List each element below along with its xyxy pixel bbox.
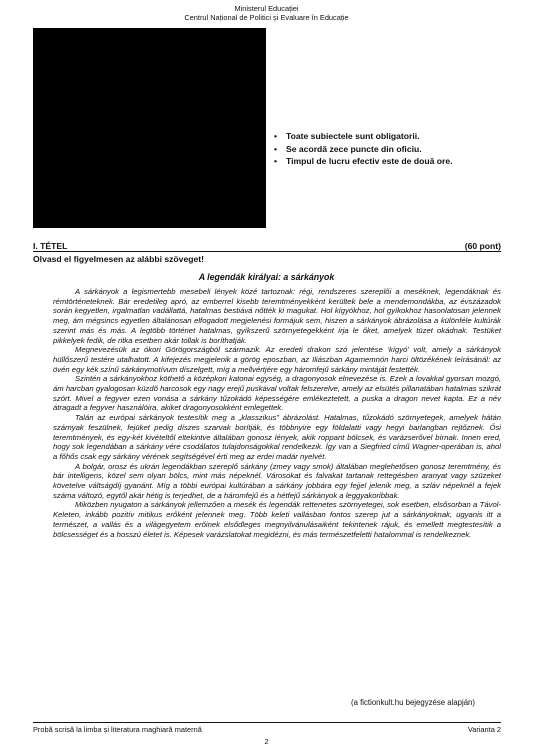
paragraph: A bolgár, orosz és ukrán legendákban szereplő sárkány (zmey vagy smok) általában meglehetősen gonosz teremtmény, és bár intelligens, közel sem olyan bölcs, mint más népeknél. Városokat és falvakat tartanak rettegésben aranyat vagy szüzeket követelve váltságdíj gyanánt. Míg a többi európai kultúrában a sárkány jobbára egy fejjel jelenik meg, a szláv népeknél a fejek száma változó, egytől akár hétig is terjedhet, de a háromfejű és a hétfejű sárkányok a leggyakoribbak. — [53, 461, 501, 500]
page-number: 2 — [264, 737, 269, 746]
section-heading — [33, 241, 501, 252]
paragraph: A sárkányok a legismertebb mesebeli lények közé tartoznak: régi, rendszeres szereplői a meséknek, legendáknak és rémtörténeteknek. Bár eredetileg apró, az emberrel kisebb teremtményekként kerültek bele a mendemondákba, az évszázadok során kegyetlen, irgalmatlan vadállattá, hatalmas bestiává nőtték ki magukat. Hol kígyókhoz, hol gyíkokhoz hasonlatosan jelennek meg, ám mégsincs egyetlen általánosan elfogadott megjelenési formájuk sem, hiszen a sárkányok ábrázolása a különféle kultúrák szerint más és más. A legtöbb történet hatalmas, gyíkszerű szörnyetegekként írja le őket, amelyek tüzet okádnak. Testüket pikkelyek fedik, de ritka esetben akár tollak is boríthatják. — [53, 287, 501, 345]
source-note: (a fictionkult.hu bejegyzése alapján) — [351, 698, 475, 707]
exam-rules-list — [272, 130, 453, 168]
ministry-name: Ministerul Educației — [234, 4, 299, 13]
rule-item: • Se acordă zece puncte din oficiu. — [272, 143, 453, 156]
redacted-block — [33, 28, 266, 228]
rule-item: • Timpul de lucru efectiv este de două ore. — [272, 155, 453, 168]
paragraph: Talán az európai sárkányok testesítik meg a „klasszikus” ábrázolást. Hatalmas, tűzokádó szörnyetegek, amelyek hátán szárnyak feszülnek, fejüket pedig díszes szarvak borítják, és többnyire egy földalatti vagy hegyi barlangban rejtőznek. Ősi teremtmények, és egy-két kivételtől eltekintve általában gonosz lények, akik roppant bölcsek, és varázserővel bírnak. Innen ered, hogy sok legendában a sárkány vére csodálatos tulajdonságokkal rendelkezik. Így van a Siegfried című Wagner-operában is, ahol a főhős csak egy sárkány vérének segítségével érti meg az erdei madár nyelvét. — [53, 413, 501, 461]
paragraph: Megnevezésük az ókori Görögországból származik. Az eredeti drakon szó jelentése ‘kígyó’ volt, amely a sárkányok hüllőszerű testére utalhatott. A kifejezés megjelenik a görög eposzban, az Iliászban Agamemnón harci öltözékének leírásánál: az övén egy kék színű sárkánymotívum díszelgett, míg a mellvértjére egy háromfejű sárkány mintáját festették. — [53, 345, 501, 374]
text-title: A legendák királyai: a sárkányok — [198, 272, 335, 282]
section-label: I. TÉTEL — [33, 241, 68, 251]
instruction: Olvasd el figyelmesen az alábbi szöveget! — [33, 254, 204, 264]
paragraph: Szintén a sárkányokhoz köthető a középkori katonai egység, a dragonyosok elnevezése is. Ezek a lovakkal gyorsan mozgó, ám harcban gyalogosan küzdő harcosok egy nagy erejű puskával voltak felszerelve, amely az elsütés pillanatában hatalmas szikrát szórt. Mivel a fegyver ezen vonása a sárkány tűzokádó képességére emlékeztetett, a puska a dragon nevet kapta. Ez a név átragadt a fegyver használóira, akiket dragonyosokként emlegettek. — [53, 374, 501, 413]
page-footer — [33, 722, 501, 734]
center-name: Centrul Național de Politici și Evaluare în Educație — [184, 13, 349, 22]
reading-text — [53, 287, 501, 539]
rule-item: • Toate subiectele sunt obligatorii. — [272, 130, 453, 143]
section-points: (60 pont) — [464, 241, 501, 251]
footer-variant: Varianta 2 — [467, 725, 501, 734]
paragraph: Miközben nyugaton a sárkányok jellemzően a mesék és legendák rettenetes szörnyetegei, sok esetben, elsősorban a Távol-Keleten, inkább pozitív mitikus erőként jelennek meg. Több keleti vallásban fontos szerep jut a sárkányoknak, ugyanis itt a természet, a vallás és a világegyetem erőinek elsődleges megnyilvánulásaiként tekintenek rájuk, és emellett megtestesítik a bölcsességet és a hosszú életet is. Képesek varázslatokat megidézni, és más természetfeletti hatalommal is rendelkeznek. — [53, 500, 501, 539]
footer-exam-title: Probă scrisă la limba și literatura maghiară maternă — [33, 725, 202, 734]
